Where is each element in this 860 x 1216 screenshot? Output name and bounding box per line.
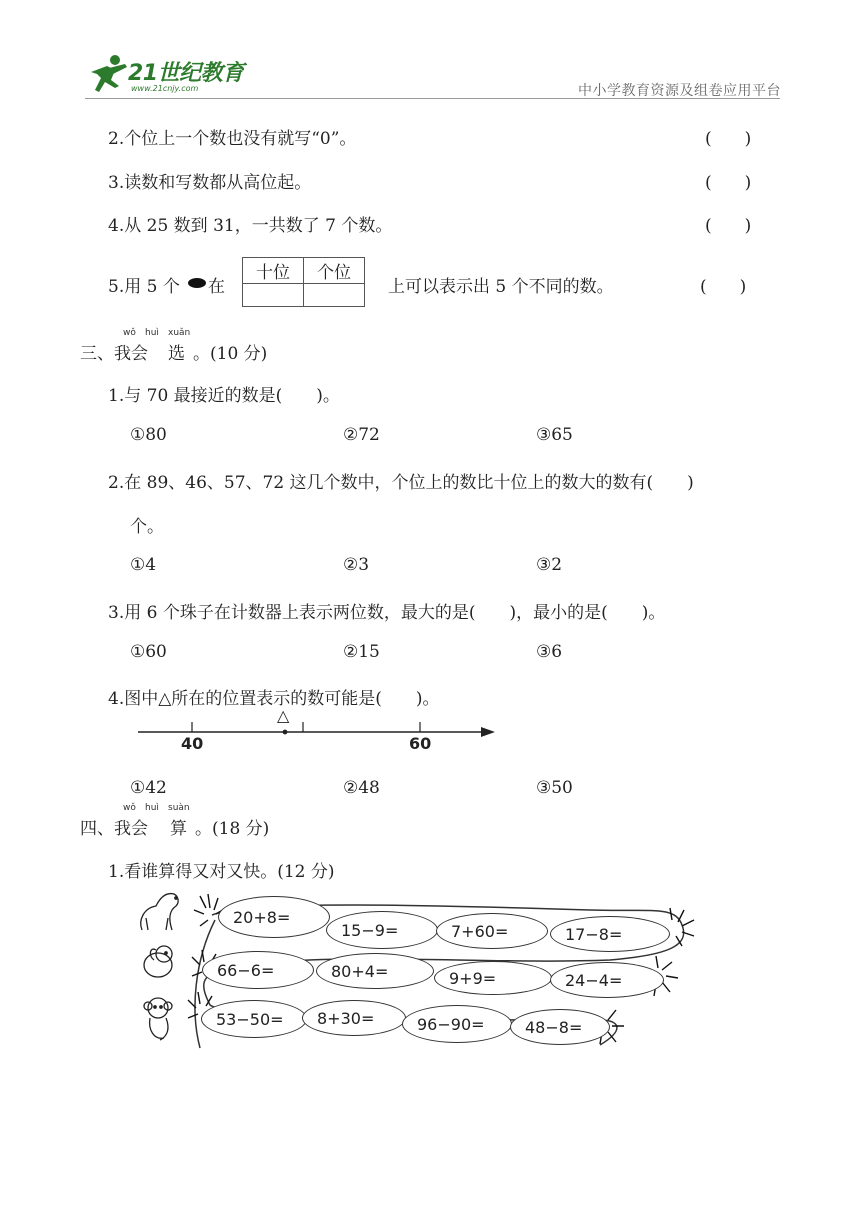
option-b[interactable]: ②3 (343, 555, 370, 575)
runner-icon (85, 52, 133, 96)
answer-paren[interactable]: ( ) (700, 277, 755, 297)
pinyin-wo: wǒ (123, 328, 136, 338)
option-a[interactable]: ①4 (130, 555, 157, 575)
equation-oval[interactable]: 48−8= (510, 1009, 610, 1045)
equation-oval[interactable]: 96−90= (402, 1005, 512, 1043)
equation-oval[interactable]: 24−4= (550, 962, 664, 998)
option-c[interactable]: ③6 (536, 642, 563, 662)
choice-q2-cont: 个。 (130, 517, 164, 537)
option-c[interactable]: ③65 (536, 425, 573, 445)
section4-title-prefix: 四、我会 (80, 819, 148, 839)
option-a[interactable]: ①60 (130, 642, 167, 662)
choice-q3: 3.用 6 个珠子在计数器上表示两位数，最大的是( )，最小的是( )。 (108, 603, 666, 623)
equation-oval[interactable]: 66−6= (202, 951, 314, 989)
choice-q4: 4.图中△所在的位置表示的数可能是( )。 (108, 689, 440, 709)
equation-oval[interactable]: 20+8= (218, 896, 330, 938)
table-header-ones: 个位 (304, 258, 365, 284)
equation-oval[interactable]: 9+9= (434, 961, 552, 995)
option-a[interactable]: ①80 (130, 425, 167, 445)
equation-oval[interactable]: 53−50= (201, 1000, 307, 1038)
place-value-table (242, 257, 365, 307)
judge-q2: 2.个位上一个数也没有就写“0”。 (108, 129, 357, 149)
number-line-label-60: 60 (409, 734, 432, 753)
pinyin-wo: wǒ (123, 803, 136, 813)
bead-icon (187, 277, 207, 289)
number-line-label-40: 40 (181, 734, 204, 753)
choice-q1: 1.与 70 最接近的数是( )。 (108, 386, 340, 406)
section4-title-suffix: 。(18 分) (195, 819, 270, 839)
equation-oval[interactable]: 7+60= (436, 913, 548, 949)
judge-q5-suffix: 上可以表示出 5 个不同的数。 (388, 277, 614, 297)
section4-title-char: 算 (170, 819, 187, 839)
horse-icon (141, 894, 178, 930)
equation-oval[interactable]: 17−8= (550, 916, 670, 952)
table-cell (304, 284, 365, 307)
pinyin-hui: huì (145, 328, 159, 338)
judge-q5-mid: 在 (208, 277, 225, 297)
section3-title-char: 选 (168, 344, 185, 364)
option-b[interactable]: ②15 (343, 642, 380, 662)
judge-q3: 3.读数和写数都从高位起。 (108, 173, 312, 193)
answer-paren[interactable]: ( ) (705, 129, 760, 149)
pinyin-xuan: xuǎn (168, 328, 191, 338)
judge-q4: 4.从 25 数到 31，一共数了 7 个数。 (108, 216, 393, 236)
logo-text: 21世纪教育 (128, 61, 244, 86)
option-a[interactable]: ①42 (130, 778, 167, 798)
equation-oval[interactable]: 8+30= (302, 1000, 406, 1036)
section3-title-suffix: 。(10 分) (193, 344, 268, 364)
table-cell (243, 284, 304, 307)
judge-q5-prefix: 5.用 5 个 (108, 277, 180, 297)
triangle-marker: △ (277, 706, 290, 725)
answer-paren[interactable]: ( ) (705, 216, 760, 236)
option-b[interactable]: ②48 (343, 778, 380, 798)
option-b[interactable]: ②72 (343, 425, 380, 445)
dog-icon (144, 946, 172, 977)
pinyin-hui: huì (145, 803, 159, 813)
equation-oval[interactable]: 80+4= (316, 953, 434, 989)
logo-url: www.21cnjy.com (131, 84, 199, 93)
calc-q1: 1.看谁算得又对又快。(12 分) (108, 862, 335, 882)
pinyin-suan: suàn (168, 803, 190, 813)
header-divider (85, 98, 780, 99)
choice-q2: 2.在 89、46、57、72 这几个数中，个位上的数比十位上的数大的数有( ) (108, 473, 694, 493)
option-c[interactable]: ③2 (536, 555, 563, 575)
equation-oval[interactable]: 15−9= (326, 911, 438, 949)
option-c[interactable]: ③50 (536, 778, 573, 798)
table-header-tens: 十位 (243, 258, 304, 284)
answer-paren[interactable]: ( ) (705, 173, 760, 193)
section3-title-prefix: 三、我会 (80, 344, 148, 364)
monkey-icon (144, 998, 172, 1040)
platform-name: 中小学教育资源及组卷应用平台 (578, 83, 781, 99)
